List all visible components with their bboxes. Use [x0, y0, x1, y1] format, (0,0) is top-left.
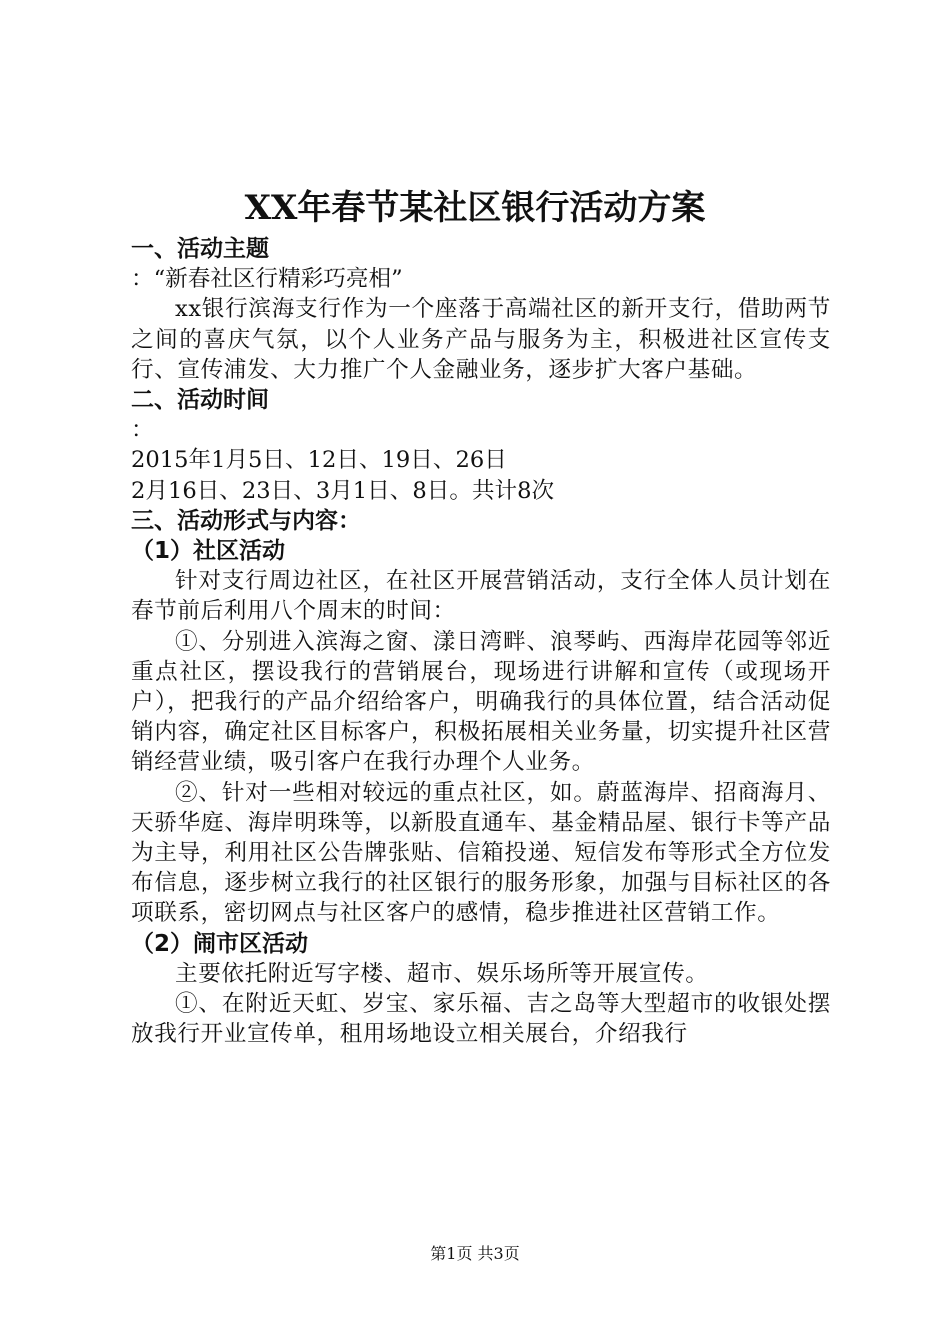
- paragraph-intro: xx银行滨海支行作为一个座落于高端社区的新开支行，借助两节之间的喜庆气氛，以个人业务产品与服务为主，积极进社区宣传支行、宣传浦发、大力推广个人金融业务，逐步扩大客户基础。: [131, 296, 831, 383]
- section-heading-theme: 一、活动主题: [131, 236, 269, 262]
- time-dates-line-2: 2月16日、23日、3月1日、8日。共计8次: [131, 477, 555, 504]
- paragraph-community-1: 针对支行周边社区，在社区开展营销活动，支行全体人员计划在春节前后利用八个周末的时间：: [131, 568, 831, 625]
- theme-text: ：“新春社区行精彩巧亮相”: [131, 266, 403, 293]
- page-footer: 第1页 共3页: [430, 1244, 520, 1263]
- document-body: [131, 234, 831, 1049]
- section-heading-form-content: 三、活动形式与内容：: [131, 507, 361, 534]
- paragraph-community-3: ②、针对一些相对较远的重点社区，如。蔚蓝海岸、招商海月、天骄华庭、海岸明珠等，以新股直通车、基金精品屋、银行卡等产品为主导，利用社区公告牌张贴、信箱投递、短信发布等形式全方位发布信息，逐步树立我行的社区银行的服务形象，加强与目标社区的各项联系，密切网点与社区客户的感情，稳步推进社区营销工作。: [131, 779, 831, 927]
- paragraph-downtown-1: 主要依托附近写字楼、超市、娱乐场所等开展宣传。: [175, 960, 709, 987]
- subheading-community-activity: （1）社区活动: [131, 538, 286, 565]
- paragraph-community-2: ①、分别进入滨海之窗、漾日湾畔、浪琴屿、西海岸花园等邻近重点社区，摆设我行的营销展台，现场进行讲解和宣传（或现场开户），把我行的产品介绍给客户，明确我行的具体位置，结合活动促销内容，确定社区目标客户，积极拓展相关业务量，切实提升社区营销经营业绩，吸引客户在我行办理个人业务。: [131, 628, 831, 776]
- time-dates-line-1: 2015年1月5日、12日、19日、26日: [131, 447, 507, 474]
- subheading-downtown-activity: （2）闹市区活动: [131, 930, 309, 957]
- paragraph-downtown-2: ①、在附近天虹、岁宝、家乐福、吉之岛等大型超市的收银处摆放我行开业宣传单，租用场地设立相关展台，介绍我行: [131, 991, 831, 1048]
- time-colon: ：: [131, 417, 154, 444]
- section-heading-time: 二、活动时间: [131, 387, 269, 414]
- document-title: XX年春节某社区银行活动方案: [244, 188, 706, 228]
